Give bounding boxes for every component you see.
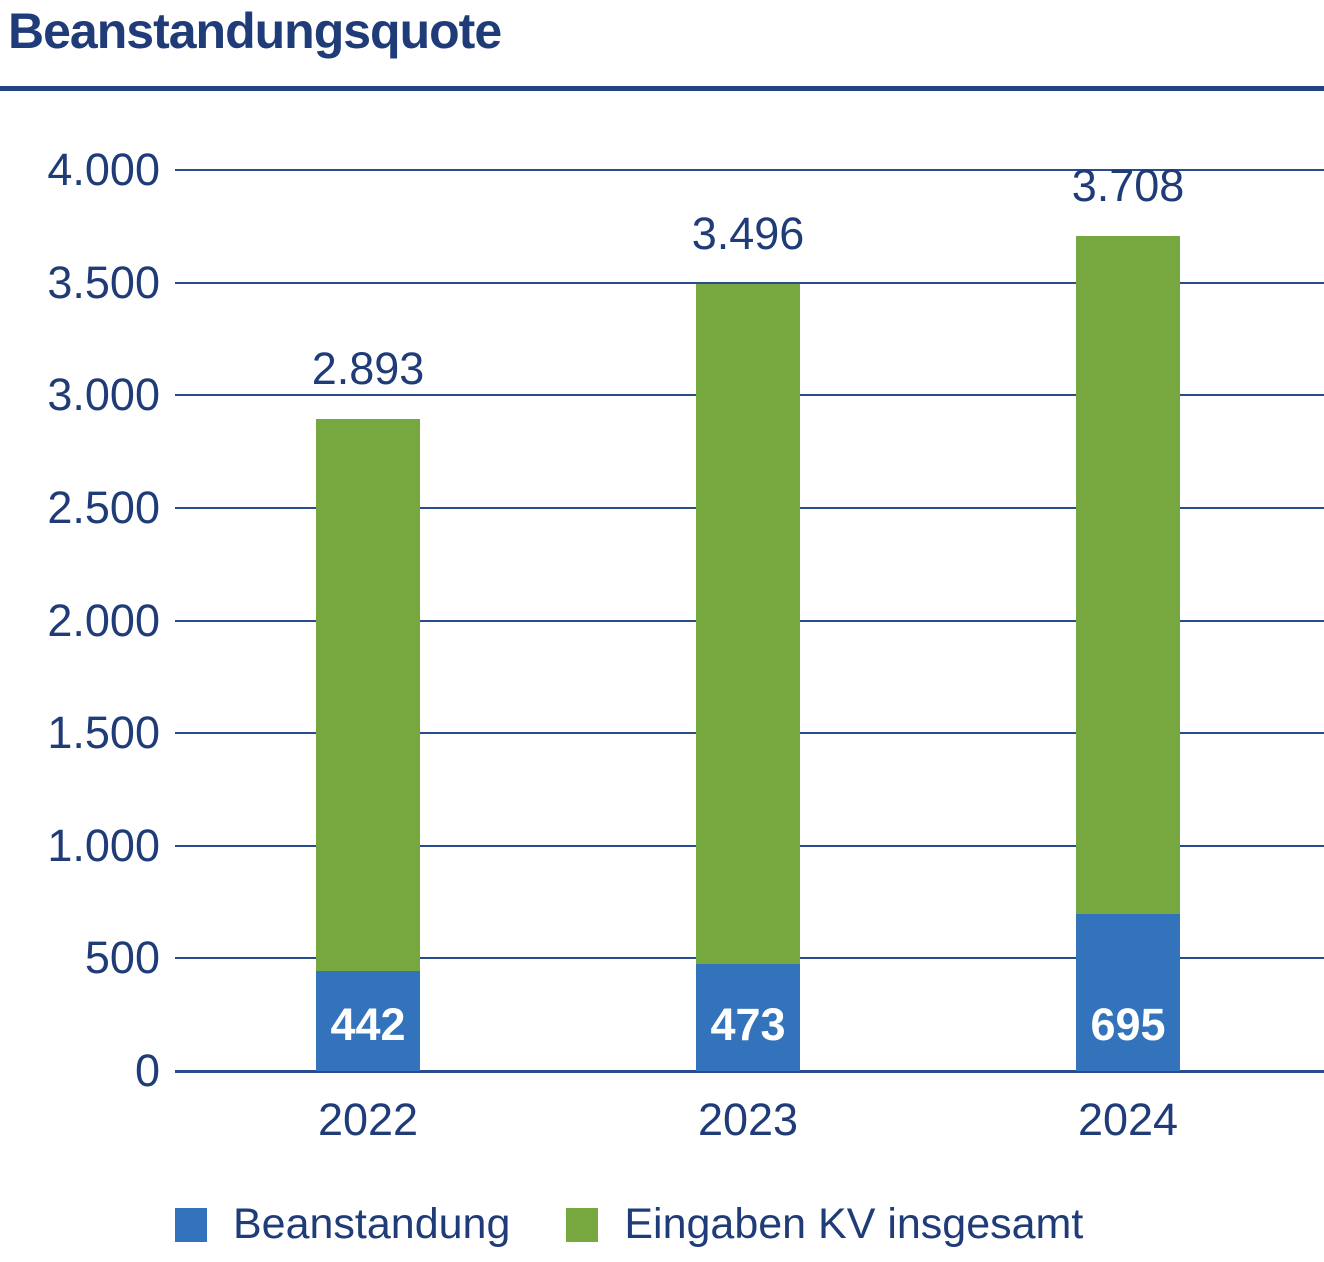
- y-axis-tick-1000: 1.000: [47, 819, 160, 871]
- bar-value-beanstandung-2022: 442: [330, 999, 406, 1050]
- bar-eingaben-2024: [1076, 236, 1180, 1071]
- x-axis-label-2022: 2022: [317, 1094, 419, 1145]
- bar-eingaben-2022: [316, 419, 420, 1071]
- y-axis-tick-0: 0: [134, 1045, 160, 1096]
- legend-label: Beanstandung: [233, 1200, 511, 1248]
- y-axis-tick-3500: 3.500: [47, 256, 160, 308]
- legend-item-eingaben: [566, 1200, 1083, 1249]
- bar-value-beanstandung-2024: 695: [1090, 999, 1166, 1050]
- y-axis-tick-2500: 2.500: [47, 481, 160, 533]
- x-axis-label-2023: 2023: [697, 1094, 799, 1145]
- legend-swatch-icon: [566, 1208, 598, 1242]
- legend: [175, 1200, 1083, 1249]
- bar-eingaben-2023: [696, 284, 800, 1071]
- bar-value-total-2022: 2.893: [311, 343, 425, 394]
- bar-value-total-2023: 3.496: [691, 208, 805, 259]
- legend-swatch-icon: [175, 1208, 207, 1242]
- x-axis-label-2024: 2024: [1077, 1094, 1179, 1145]
- y-axis-tick-2000: 2.000: [47, 594, 160, 646]
- y-axis-tick-4000: 4.000: [47, 144, 160, 195]
- chart-title: Beanstandungsquote: [8, 3, 502, 59]
- y-axis-tick-3000: 3.000: [47, 369, 160, 421]
- bar-value-beanstandung-2023: 473: [710, 999, 786, 1050]
- legend-item-beanstandung: [175, 1200, 510, 1249]
- legend-label: Eingaben KV insgesamt: [624, 1200, 1084, 1248]
- bar-value-total-2024: 3.708: [1071, 160, 1185, 211]
- y-axis-tick-500: 500: [84, 932, 160, 984]
- y-axis-tick-1500: 1.500: [47, 707, 160, 759]
